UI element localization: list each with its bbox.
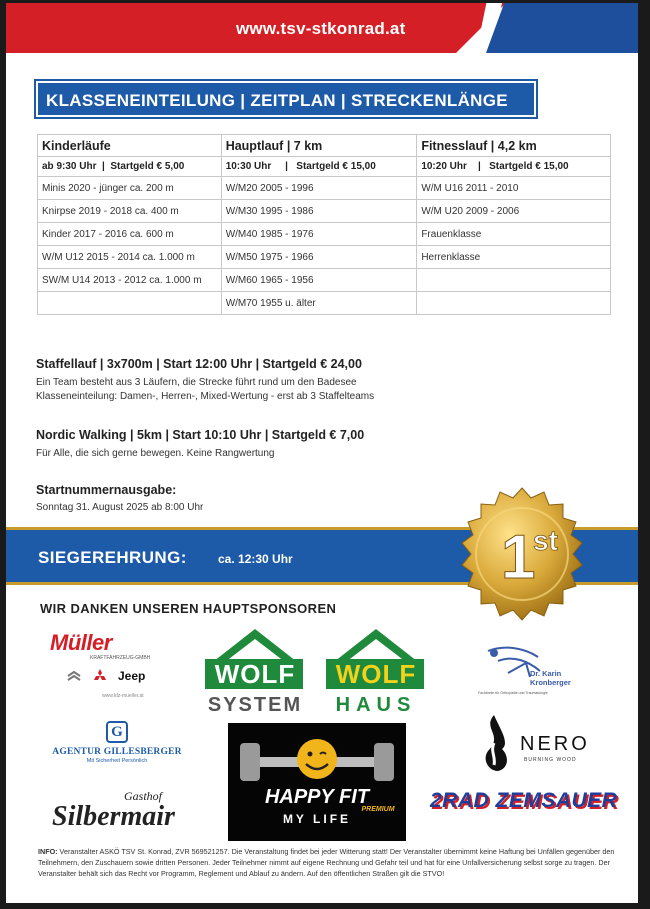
table-cell: W/M20 2005 - 1996 [221, 177, 417, 200]
table-time-row [38, 157, 611, 177]
table-cell: W/M30 1995 - 1986 [221, 200, 417, 223]
nordic-walking-block [36, 428, 364, 461]
kronberger-logo[interactable] [468, 643, 588, 703]
jeep-brand: Jeep [118, 669, 146, 683]
sponsors-title: WIR DANKEN UNSEREN HAUPTSPONSOREN [40, 601, 337, 616]
medal-number: 1 [501, 523, 536, 592]
award-ceremony-label: SIEGEREHRUNG: [38, 548, 187, 567]
info-label: INFO: [38, 847, 58, 856]
gold-medal-icon [453, 486, 591, 624]
nordic-walking-title: Nordic Walking | 5km | Start 10:10 Uhr | Startgeld € 7,00 [36, 428, 365, 442]
mueller-url: www.kfz-mueller.at [102, 693, 144, 699]
table-header-row [38, 135, 611, 157]
table-cell: W/M U16 2011 - 2010 [417, 177, 611, 200]
table-row [38, 223, 611, 246]
table-cell: SW/M U14 2013 - 2012 ca. 1.000 m [38, 269, 222, 292]
staffellauf-line: Klasseneinteilung: Damen-, Herren-, Mixed-Wertung - erst ab 3 Staffelteams [36, 391, 375, 402]
banner-blue-stripe [486, 3, 638, 53]
table-row [38, 269, 611, 292]
schedule-table [37, 134, 611, 315]
award-ceremony-time: ca. 12:30 Uhr [218, 552, 293, 566]
nordic-walking-description: Für Alle, die sich gerne bewegen. Keine Rangwertung [36, 448, 275, 459]
happy-fit-logo[interactable] [228, 723, 406, 841]
time-fee-cell: ab 9:30 Uhr | Startgeld € 5,00 [38, 157, 222, 177]
time-fee-cell: 10:30 Uhr | Startgeld € 15,00 [221, 157, 417, 177]
staffellauf-title: Staffellauf | 3x700m | Start 12:00 Uhr | Startgeld € 24,00 [36, 357, 362, 371]
table-row [38, 177, 611, 200]
mueller-name: Müller [50, 630, 112, 655]
table-row [38, 200, 611, 223]
time-fee-cell: 10:20 Uhr | Startgeld € 15,00 [417, 157, 611, 177]
table-cell: Minis 2020 - jünger ca. 200 m [38, 177, 222, 200]
column-header: Kinderläufe [38, 135, 222, 157]
table-cell: W/M60 1965 - 1956 [221, 269, 417, 292]
startnummer-title: Startnummernausgabe: [36, 483, 177, 497]
column-header: Fitnesslauf | 4,2 km [417, 135, 611, 157]
nero-logo[interactable] [476, 713, 590, 777]
nero-name: NERO [520, 733, 590, 755]
silbermair-name: Silbermair [52, 801, 175, 832]
table-row [38, 292, 611, 315]
wolf-haus-logo[interactable] [322, 627, 430, 715]
wolf-system-logo[interactable] [201, 627, 309, 715]
table-cell: W/M U12 2015 - 2014 ca. 1.000 m [38, 246, 222, 269]
silbermair-small: Gasthof [124, 789, 163, 803]
table-cell: W/M50 1975 - 1966 [221, 246, 417, 269]
table-row [38, 246, 611, 269]
staffellauf-description [36, 376, 374, 404]
silbermair-logo[interactable] [48, 787, 198, 841]
table-cell: W/M U20 2009 - 2006 [417, 200, 611, 223]
wolf-system-bottom: SYSTEM [207, 694, 303, 715]
website-url[interactable]: www.tsv-stkonrad.at [236, 19, 406, 38]
gillesberger-name: AGENTUR GILLESBERGER [52, 747, 182, 757]
table-cell: Kinder 2017 - 2016 ca. 600 m [38, 223, 222, 246]
mitsubishi-icon [92, 669, 108, 683]
table-cell: Knirpse 2019 - 2018 ca. 400 m [38, 200, 222, 223]
table-cell [417, 292, 611, 315]
table-cell: Herrenklasse [417, 246, 611, 269]
gillesberger-logo[interactable] [42, 721, 192, 777]
startnummer-date: Sonntag 31. August 2025 ab 8:00 Uhr [36, 502, 204, 513]
top-banner [6, 3, 638, 53]
gillesberger-slogan: Mit Sicherheit Persönlich [86, 758, 148, 764]
section-title: KLASSENEINTEILUNG | ZEITPLAN | STRECKENLÄNGE [36, 81, 536, 117]
flame-icon [476, 713, 510, 773]
happy-fit-line2: MY LIFE [282, 812, 352, 826]
wolf-haus-top: WOLF [335, 659, 417, 689]
staffellauf-line: Ein Team besteht aus 3 Läufern, die Strecke führt rund um den Badesee [36, 377, 357, 388]
mueller-logo[interactable] [36, 631, 186, 709]
happy-fit-badge: PREMIUM [361, 806, 395, 813]
zemsauer-logo[interactable]: 2RAD ZEMSAUER [430, 789, 618, 812]
staffellauf-block [36, 357, 374, 404]
kronberger-name: Dr. Karin Kronberger [530, 669, 571, 687]
table-cell: W/M70 1955 u. älter [221, 292, 417, 315]
medal-suffix: st [533, 525, 558, 556]
happy-fit-line1: HAPPY FIT [264, 786, 370, 808]
flyer-page [6, 3, 638, 903]
table-cell [38, 292, 222, 315]
startnummer-block [36, 483, 203, 515]
table-cell [417, 269, 611, 292]
gillesberger-monogram: G [106, 721, 128, 743]
wolf-system-top: WOLF [214, 659, 296, 689]
citroen-icon [66, 670, 82, 682]
column-header: Hauptlauf | 7 km [221, 135, 417, 157]
kronberger-subtitle: Fachärztin für Orthopädie und Traumatologie [478, 691, 548, 695]
wolf-haus-bottom: HAUS [335, 694, 417, 715]
table-cell: W/M40 1985 - 1976 [221, 223, 417, 246]
info-text: Veranstalter ASKÖ TSV St. Konrad, ZVR 569521257. Die Veranstaltung findet bei jeder Witterung statt! Der Veranstalter übernimmt keine Haftung bei Unfällen gegenüber den Teilnehmern, den Zuschauern sowie dritten Personen. Jeder Teilnehmer nimmt auf eigene Rechnung und Gefahr teil und hat für eine Unfallversicherung selbst sorge zu tragen. Der Veranstalter behält sich das Recht vor Programm, Reglement und Ablauf zu ändern. Auf den öffentlichen Straßen gilt die STVO! [38, 847, 615, 879]
table-cell: Frauenklasse [417, 223, 611, 246]
info-footer [38, 846, 616, 879]
mueller-subtitle: KRAFTFAHRZEUG-GMBH [90, 655, 151, 661]
nero-subtitle: BURNING WOOD [524, 757, 577, 763]
